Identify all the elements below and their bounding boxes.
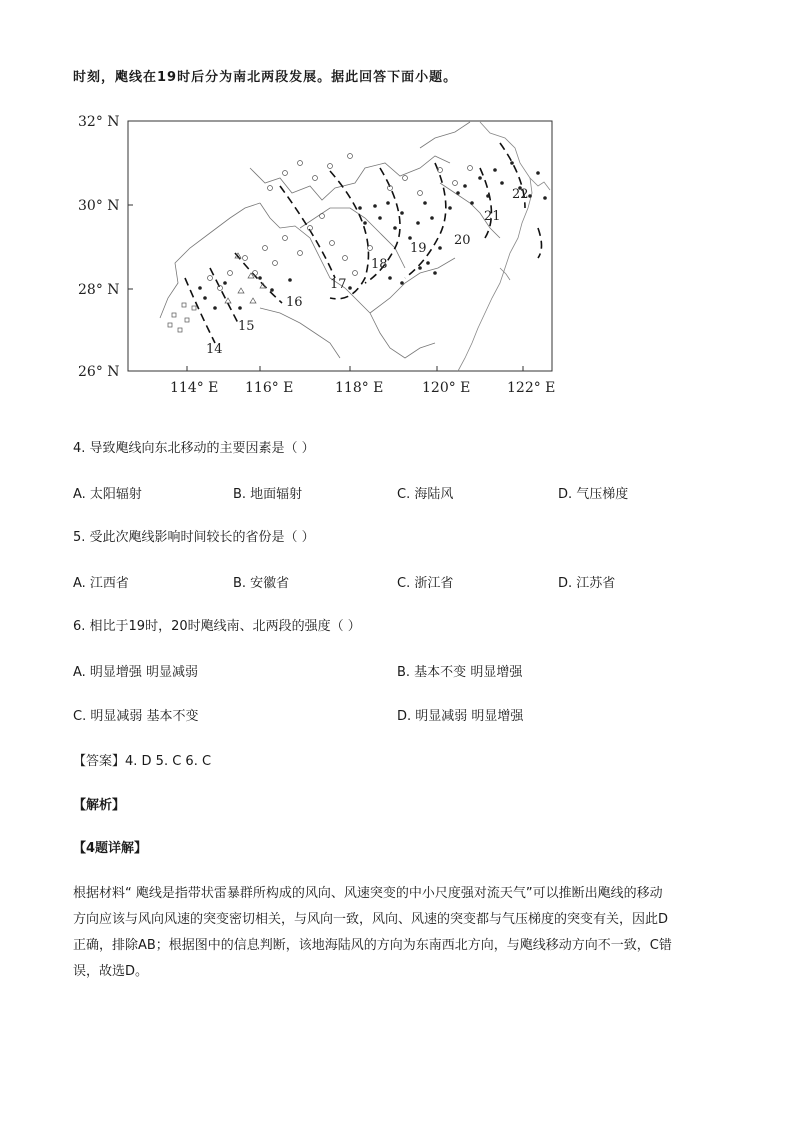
question-5-stem: 5. 受此次飑线影响时间较长的省份是（ ） — [73, 530, 315, 545]
detail-line-4: 误，故选D。 — [73, 964, 149, 979]
line-label-15: 15 — [238, 319, 255, 334]
q6-option-b: B. 基本不变 明显增强 — [397, 665, 523, 680]
question-4-stem: 4. 导致飑线向东北移动的主要因素是（ ） — [73, 441, 315, 456]
x-label-122: 122° E — [507, 380, 556, 396]
analysis-heading: 【解析】 — [73, 798, 126, 813]
line-label-22: 22 — [512, 187, 529, 202]
answer-line: 【答案】4. D 5. C 6. C — [73, 754, 212, 769]
y-label-32: 32° N — [78, 114, 120, 130]
x-label-114: 114° E — [170, 380, 219, 396]
detail-paragraph — [73, 881, 723, 985]
q6-option-a: A. 明显增强 明显减弱 — [73, 665, 199, 680]
line-label-14: 14 — [206, 342, 223, 357]
detail-line-3: 正确，排除AB；根据图中的信息判断，该地海陆风的方向为东南西北方向，与飑线移动方向不一致，C错 — [73, 938, 672, 953]
q4-option-d: D. 气压梯度 — [558, 487, 629, 502]
y-label-28: 28° N — [78, 282, 120, 298]
intro-text: 时刻，飑线在19时后分为南北两段发展。据此回答下面小题。 — [73, 70, 458, 85]
q5-option-a: A. 江西省 — [73, 576, 129, 591]
detail-line-2: 方向应该与风向风速的突变密切相关，与风向一致，风向、风速的突变都与气压梯度的突变有关，因此D — [73, 912, 669, 927]
line-label-21: 21 — [484, 209, 501, 224]
line-label-19: 19 — [410, 241, 427, 256]
line-label-16: 16 — [286, 295, 303, 310]
y-label-26: 26° N — [78, 364, 120, 380]
q4-option-c: C. 海陆风 — [397, 487, 454, 502]
x-label-116: 116° E — [245, 380, 294, 396]
q4-option-b: B. 地面辐射 — [233, 487, 303, 502]
q5-option-d: D. 江苏省 — [558, 576, 616, 591]
line-label-20: 20 — [454, 233, 471, 248]
y-label-30: 30° N — [78, 198, 120, 214]
map-frame — [128, 121, 552, 371]
detail-line-1: 根据材料“ 飑线是指带状雷暴群所构成的风向、风速突变的中小尺度强对流天气”可以推断出飑线的移动 — [73, 886, 663, 901]
line-label-18: 18 — [371, 257, 388, 272]
detail-heading: 【4题详解】 — [73, 841, 148, 856]
q5-option-b: B. 安徽省 — [233, 576, 290, 591]
q6-option-d: D. 明显减弱 明显增强 — [397, 709, 524, 724]
x-label-120: 120° E — [422, 380, 471, 396]
q6-option-c: C. 明显减弱 基本不变 — [73, 709, 199, 724]
line-label-17: 17 — [330, 277, 347, 292]
x-label-118: 118° E — [335, 380, 384, 396]
question-6-stem: 6. 相比于19时，20时飑线南、北两段的强度（ ） — [73, 619, 361, 634]
squall-line-map — [60, 108, 560, 398]
q5-option-c: C. 浙江省 — [397, 576, 454, 591]
q4-option-a: A. 太阳辐射 — [73, 487, 142, 502]
